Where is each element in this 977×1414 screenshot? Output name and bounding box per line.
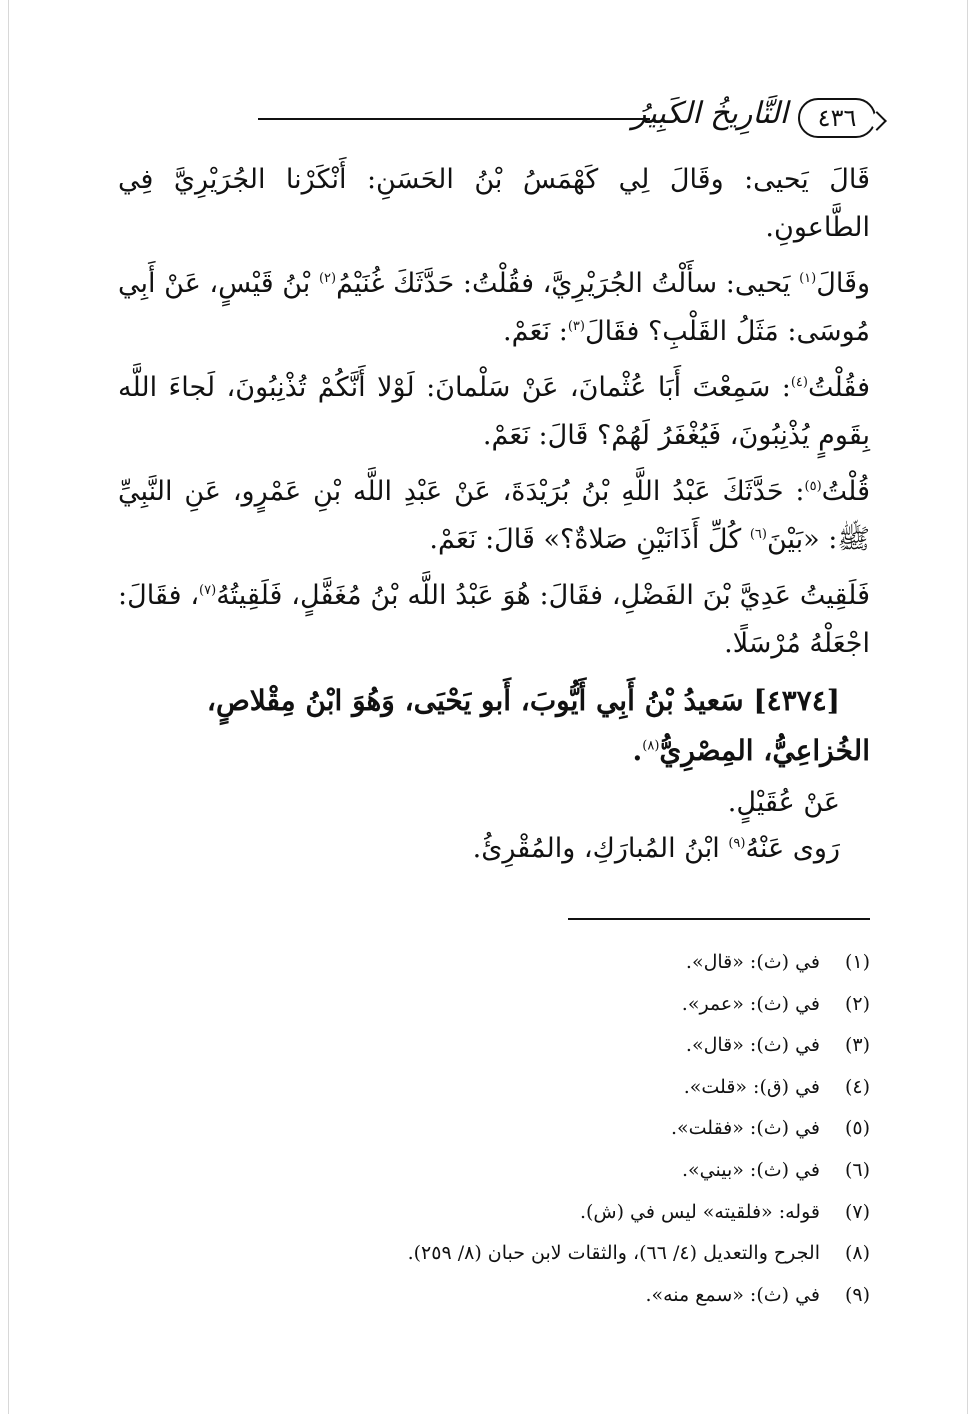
- entry-line: رَوى عَنْهُ: [745, 833, 840, 864]
- page-number: ٤٣٦: [798, 98, 876, 138]
- footnote-text: الجرح والتعديل (٤/ ٦٦)، والثقات لابن حبان (٨/ ٢٥٩).: [407, 1242, 820, 1265]
- running-title: التَّارِيخُ الكَبِيرُ: [631, 96, 788, 131]
- footnote-item: [118, 1025, 870, 1067]
- footnote-separator: [568, 918, 870, 920]
- paragraph-5: [118, 572, 870, 668]
- footnote-text: في (ث): «عمر».: [681, 992, 820, 1015]
- paragraph-text: : نَعَمْ.: [503, 316, 568, 347]
- book-page: [118, 96, 870, 1386]
- paragraph-text: قَالَ يَحيى: وقَالَ لِي كَهْمَسُ بْنُ الحَسَنِ: أَنْكَرْنا الجُرَيْرِيَّ فِي الطَّاعونِ.: [118, 164, 870, 243]
- paragraph-text: كُلِّ أَذَانَيْنِ صَلاةٌ؟» قَالَ: نَعَمْ.: [429, 524, 750, 555]
- footnote-ref: (٨): [642, 738, 660, 754]
- entry-narrated-by: [118, 826, 870, 872]
- footnote-text: في (ث): «قال».: [685, 1034, 820, 1057]
- entry-end: .: [632, 734, 643, 767]
- footnote-number: (١): [844, 951, 870, 973]
- paragraph-text: ، فقَالَ: اجْعَلْهُ مُرْسَلًا.: [118, 580, 870, 659]
- footnote-number: (٦): [844, 1158, 870, 1181]
- footnote-item: [118, 1150, 870, 1192]
- footnotes-list: [118, 942, 870, 1316]
- paragraph-2: [118, 260, 870, 356]
- footnote-text: في (ث): «قال».: [685, 951, 820, 973]
- footnote-ref: (٣): [567, 319, 585, 334]
- footnote-text: قوله: «فلقيته» ليس في (ش).: [579, 1200, 820, 1223]
- paragraph-text: قُلْتُ: [821, 476, 870, 507]
- footnote-number: (٢): [844, 992, 870, 1015]
- footnote-text: في (ث): «فقلت».: [670, 1117, 820, 1140]
- scan-edge-right: [967, 0, 968, 1414]
- footnote-number: (٨): [844, 1242, 870, 1265]
- footnote-ref: (٦): [749, 527, 767, 542]
- entry-title: [٤٣٧٤] سَعيدُ بْنُ أَبِي أَيُّوبَ، أَبو يَحْيَى، وَهُوَ ابْنُ مِقْلاصٍ، الخُزاعِيُّ، المِصْرِيُّ: [206, 684, 870, 767]
- main-text: [118, 156, 870, 872]
- paragraph-text: وقَالَ: [816, 268, 871, 299]
- footnote-text: في (ق): «قلت».: [683, 1075, 820, 1098]
- paragraph-text: : سَمِعْتَ أَبَا عُثْمانَ، عَنْ سَلْمانَ: لَوْلا أَنَّكُمْ تُذْنِبُونَ، لَجاءَ اللَّه بِقَومٍ يُذْنِبُونَ، فَيُغْفَرُ لَهُمْ؟ قَالَ: نَعَمْ.: [118, 372, 870, 451]
- footnote-ref: (٢): [318, 271, 337, 286]
- footnote-number: (٧): [844, 1200, 870, 1223]
- footnote-item: [118, 1192, 870, 1234]
- footnote-ref: (٤): [790, 375, 808, 390]
- footnote-number: (٥): [844, 1117, 870, 1140]
- footnote-ref: (٧): [199, 583, 217, 598]
- footnote-item: [118, 984, 870, 1026]
- footnote-number: (٣): [844, 1034, 870, 1057]
- entry-heading: [118, 676, 870, 776]
- footnote-ref: (١): [799, 271, 817, 286]
- footnote-number: (٤): [844, 1075, 870, 1098]
- footnote-item: [118, 942, 870, 984]
- paragraph-1: [118, 156, 870, 252]
- paragraph-4: [118, 468, 870, 564]
- footnote-text: في (ث): «بيني».: [682, 1158, 820, 1181]
- footnote-ref: (٥): [804, 479, 822, 494]
- scan-edge-left: [8, 0, 9, 1414]
- paragraph-text: يَحيى: سأَلْتُ الجُرَيْرِيَّ، فقُلْتُ: حَدَّثَكَ غُنَيْمُ: [336, 268, 800, 299]
- entry-line: ابْنُ المُبارَكِ، والمُقْرِئُ.: [472, 833, 729, 864]
- header-rule: [258, 118, 650, 120]
- paragraph-3: [118, 364, 870, 460]
- footnote-text: في (ث): «سمع منه».: [645, 1283, 820, 1306]
- paragraph-text: بْنُ قَيْسٍ، عَنْ أَبِي مُوسَى: مَثَلُ القَلْبِ؟ فقَالَ: [118, 268, 870, 347]
- paragraph-text: فقُلْتُ: [807, 372, 870, 403]
- footnote-item: [118, 1108, 870, 1150]
- entry-line: عَنْ عُقَيْلٍ.: [727, 787, 840, 818]
- page-header: [118, 96, 870, 156]
- footnote-ref: (٩): [728, 836, 746, 851]
- footnote-item: [118, 1067, 870, 1109]
- entry-narrates-from: [118, 780, 870, 826]
- footnote-number: (٩): [844, 1283, 870, 1306]
- paragraph-text: : حَدَّثَكَ عَبْدُ اللَّهِ بْنُ بُرَيْدَةَ، عَنْ عَبْدِ اللَّه بْنِ عَمْرٍو، عَنِ النَّبِيِّ ﷺ: «بَيْنَ: [118, 476, 870, 555]
- footnote-item: [118, 1233, 870, 1275]
- footnote-item: [118, 1275, 870, 1317]
- paragraph-text: فَلَقِيتُ عَدِيَّ بْنَ الفَضْلِ، فقَالَ: هُوَ عَبْدُ اللَّه بْنُ مُغَفَّلٍ، فَلَقِيتُهُ: [216, 580, 870, 611]
